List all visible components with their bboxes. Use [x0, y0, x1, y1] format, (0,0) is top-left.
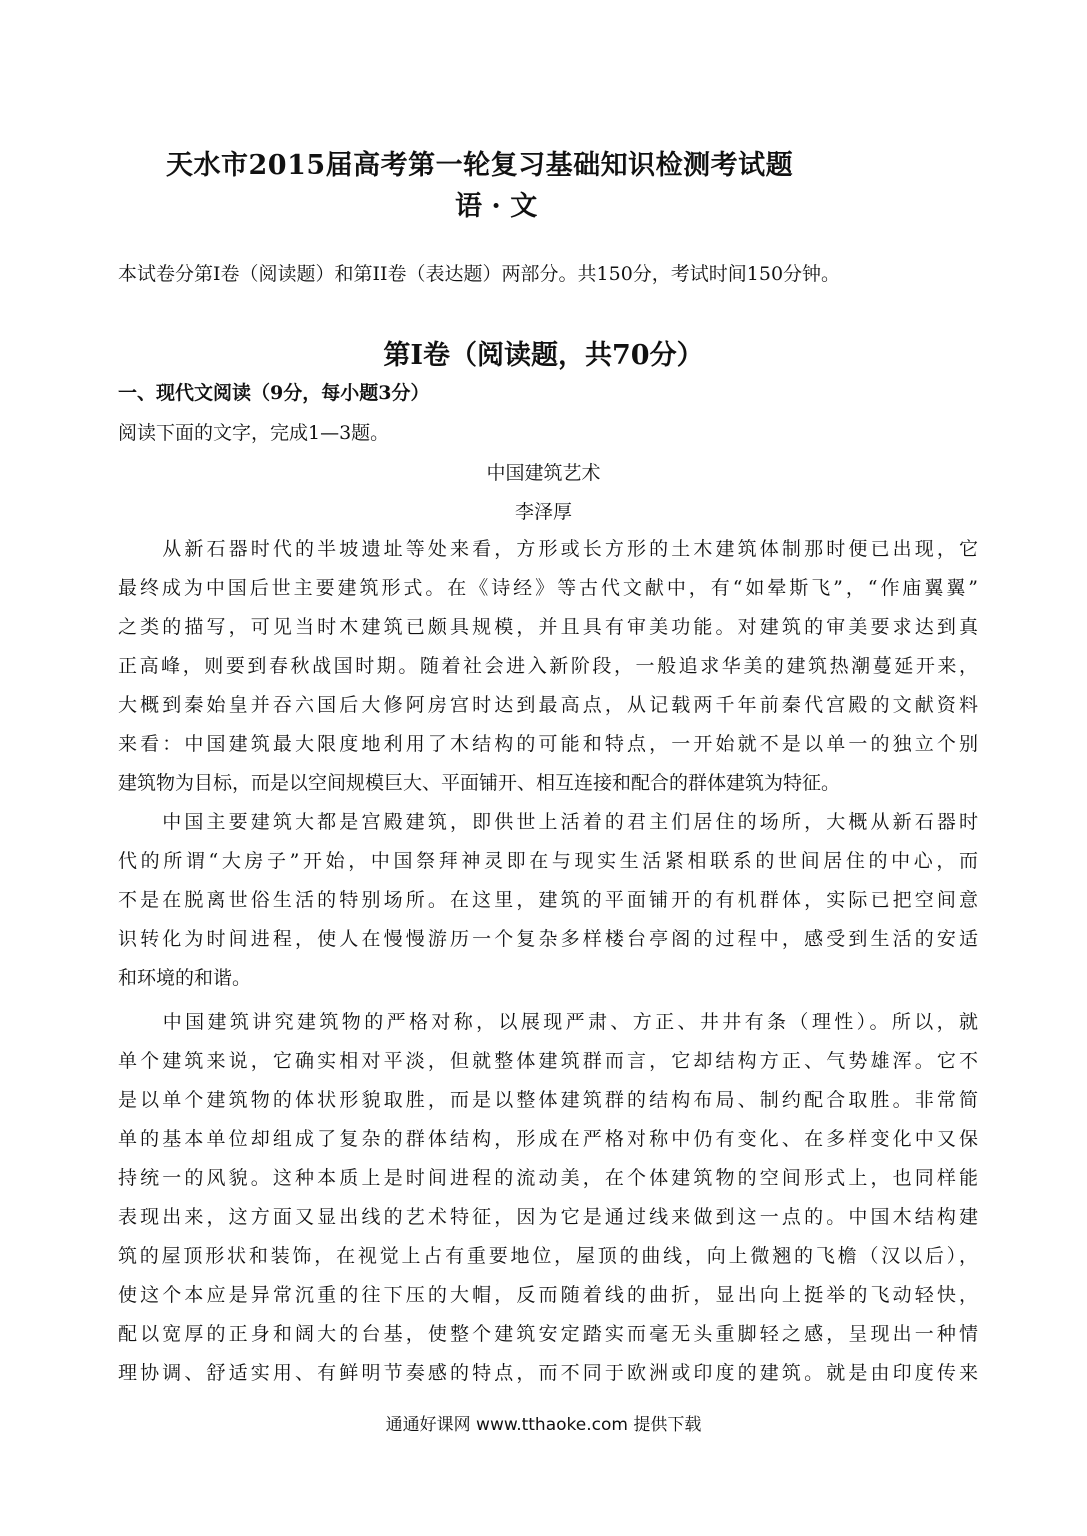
paragraph-line: 单的基本单位却组成了复杂的群体结构，形成在严格对称中仍有变化、在多样变化中又保: [118, 1128, 978, 1150]
paragraph-line: 中国建筑讲究建筑物的严格对称，以展现严肃、方正、井井有条（理性）。所以，就: [118, 1011, 978, 1033]
exam-intro: 本试卷分第I卷（阅读题）和第II卷（表达题）两部分。共150分，考试时间150分钟。: [118, 263, 841, 285]
paragraph-line: 代的所谓“大房子”开始，中国祭拜神灵即在与现实生活紧相联系的世间居住的中心，而: [118, 850, 978, 872]
paragraph-line: 理协调、舒适实用、有鲜明节奏感的特点，而不同于欧洲或印度的建筑。就是由印度传来: [118, 1362, 978, 1384]
page-footer: 通通好课网 www.tthaoke.com 提供下载: [385, 1415, 702, 1435]
paragraph-line: 使这个本应是异常沉重的往下压的大帽，反而随着线的曲折，显出向上挺举的飞动轻快，: [118, 1284, 978, 1306]
paragraph-line: 配以宽厚的正身和阔大的台基，使整个建筑安定踏实而毫无头重脚轻之感，呈现出一种情: [118, 1323, 978, 1345]
paragraph-line: 和环境的和谐。: [118, 967, 252, 989]
article-paragraph-2: [118, 803, 978, 998]
article-title: 中国建筑艺术: [486, 462, 601, 484]
paragraph-line: 持统一的风貌。这种本质上是时间进程的流动美，在个体建筑物的空间形式上，也同样能: [118, 1167, 978, 1189]
part-title: 第I卷（阅读题，共70分）: [383, 340, 704, 371]
paragraph-line: 正高峰，则要到春秋战国时期。随着社会进入新阶段，一般追求华美的建筑热潮蔓延开来，: [118, 655, 978, 677]
article-paragraph-3: [118, 1003, 978, 1393]
paragraph-line: 中国主要建筑大都是宫殿建筑，即供世上活着的君主们居住的场所，大概从新石器时: [118, 811, 978, 833]
paragraph-line: 最终成为中国后世主要建筑形式。在《诗经》等古代文献中，有“如晕斯飞”，“作庙翼翼”: [118, 577, 978, 599]
paragraph-line: 从新石器时代的半坡遗址等处来看，方形或长方形的土木建筑体制那时便已出现，它: [118, 538, 978, 560]
paragraph-line: 是以单个建筑物的体状形貌取胜，而是以整体建筑群的结构布局、制约配合取胜。非常简: [118, 1089, 978, 1111]
article-paragraph-1: [118, 530, 978, 803]
article-author: 李泽厚: [514, 501, 572, 523]
reading-instruction: 阅读下面的文字，完成1—3题。: [118, 422, 390, 444]
section-heading: 一、现代文阅读（9分，每小题3分）: [118, 382, 430, 404]
subject-title: 语 · 文: [455, 191, 538, 222]
paragraph-line: 单个建筑来说，它确实相对平淡，但就整体建筑群而言，它却结构方正、气势雄浑。它不: [118, 1050, 978, 1072]
paragraph-line: 识转化为时间进程，使人在慢慢游历一个复杂多样楼台亭阁的过程中，感受到生活的安适: [118, 928, 978, 950]
paragraph-line: 建筑物为目标，而是以空间规模巨大、平面铺开、相互连接和配合的群体建筑为特征。: [118, 772, 841, 794]
paragraph-line: 大概到秦始皇并吞六国后大修阿房宫时达到最高点，从记载两千年前秦代宫殿的文献资料: [118, 694, 978, 716]
exam-title: 天水市2015届高考第一轮复习基础知识检测考试题: [166, 150, 794, 181]
paragraph-line: 来看：中国建筑最大限度地利用了木结构的可能和特点，一开始就不是以单一的独立个别: [118, 733, 978, 755]
paragraph-line: 表现出来，这方面又显出线的艺术特征，因为它是通过线来做到这一点的。中国木结构建: [118, 1206, 978, 1228]
paragraph-line: 不是在脱离世俗生活的特别场所。在这里，建筑的平面铺开的有机群体，实际已把空间意: [118, 889, 978, 911]
paragraph-line: 筑的屋顶形状和装饰，在视觉上占有重要地位，屋顶的曲线，向上微翘的飞檐（汉以后），: [118, 1245, 978, 1267]
paragraph-line: 之类的描写，可见当时木建筑已颇具规模，并且具有审美功能。对建筑的审美要求达到真: [118, 616, 978, 638]
